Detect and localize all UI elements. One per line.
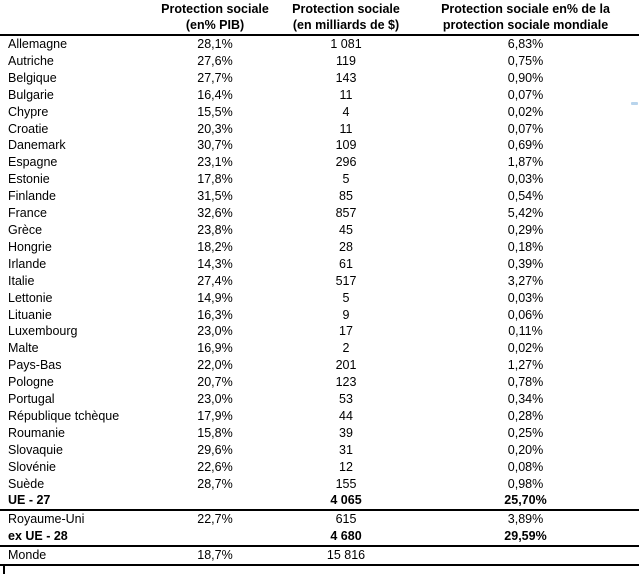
share-cell: 1,87% xyxy=(507,155,544,170)
billions-cell: 119 xyxy=(336,53,356,68)
share-cell: 0,18% xyxy=(507,239,544,254)
share-cell: 25,70% xyxy=(412,492,639,510)
share-cell: 6,83% xyxy=(507,37,544,51)
billions-cell: 5 xyxy=(342,172,350,187)
share-cell: 0,78% xyxy=(507,375,544,390)
pib-cell: 23,1% xyxy=(197,155,233,170)
share-cell: 0,28% xyxy=(507,408,544,423)
pib-cell: 14,3% xyxy=(197,256,233,271)
table-row xyxy=(0,425,639,442)
table-body xyxy=(0,35,639,565)
share-cell: 5,42% xyxy=(507,206,544,221)
share-cell: 0,75% xyxy=(507,53,544,68)
country-cell: Luxembourg xyxy=(8,324,78,339)
scrollbar-mark xyxy=(631,102,638,105)
table-row xyxy=(0,104,639,121)
share-cell: 0,20% xyxy=(507,442,544,457)
share-cell: 0,03% xyxy=(507,290,544,305)
country-cell: Roumanie xyxy=(8,425,65,440)
share-cell: 1,27% xyxy=(507,358,544,373)
table-row xyxy=(0,307,639,324)
billions-cell: 155 xyxy=(335,476,357,491)
table-row xyxy=(0,205,639,222)
billions-cell: 44 xyxy=(339,408,353,423)
country-cell: Finlande xyxy=(8,189,56,204)
table-row xyxy=(0,528,639,546)
country-cell: Belgique xyxy=(8,70,57,85)
pib-cell: 20,7% xyxy=(197,375,233,390)
share-cell: 0,39% xyxy=(507,256,544,271)
billions-cell: 4 065 xyxy=(280,492,412,510)
country-cell: Lettonie xyxy=(8,290,53,305)
table-header-row xyxy=(0,0,639,35)
country-cell: ex UE - 28 xyxy=(0,528,150,546)
pib-cell: 15,5% xyxy=(197,104,233,119)
billions-cell: 2 xyxy=(342,341,350,356)
pib-cell: 18,7% xyxy=(150,546,280,565)
share-cell: 0,08% xyxy=(507,459,544,474)
table-row xyxy=(0,408,639,425)
billions-cell: 39 xyxy=(339,425,353,440)
pib-cell: 27,4% xyxy=(197,273,233,288)
country-cell: Croatie xyxy=(8,121,49,136)
share-cell: 0,02% xyxy=(507,341,544,356)
table-row xyxy=(0,137,639,154)
country-cell: Malte xyxy=(8,341,39,356)
table-row xyxy=(0,492,639,510)
table-row xyxy=(0,256,639,273)
pib-cell: 27,7% xyxy=(197,70,233,85)
share-cell: 29,59% xyxy=(412,528,639,546)
country-cell: Estonie xyxy=(8,172,50,187)
billions-cell: 45 xyxy=(339,222,353,237)
header-pib xyxy=(150,0,280,35)
pib-cell: 15,8% xyxy=(197,425,233,440)
table-row xyxy=(0,239,639,256)
billions-cell: 28 xyxy=(339,239,353,254)
pib-cell: 28,1% xyxy=(197,37,233,51)
billions-cell: 31 xyxy=(339,442,353,457)
billions-cell: 143 xyxy=(335,70,357,85)
header-pib-line2: (en% PIB) xyxy=(185,17,245,32)
pib-cell: 22,6% xyxy=(197,459,233,474)
pib-cell: 16,3% xyxy=(197,307,233,322)
share-cell: 0,07% xyxy=(507,121,544,136)
header-billions-line1: Protection sociale xyxy=(292,2,400,16)
country-cell: Royaume-Uni xyxy=(8,512,85,527)
table-row xyxy=(0,323,639,340)
share-cell: 0,02% xyxy=(507,104,544,119)
share-cell: 0,03% xyxy=(507,172,544,187)
country-cell: Italie xyxy=(8,273,35,288)
share-cell: 3,27% xyxy=(507,273,544,288)
pib-cell: 17,9% xyxy=(197,408,233,423)
pib-cell: 28,7% xyxy=(197,476,233,491)
header-world-share-line2: protection sociale mondiale xyxy=(442,17,609,32)
billions-cell: 12 xyxy=(339,459,353,474)
country-cell: Portugal xyxy=(8,392,55,407)
country-cell: Autriche xyxy=(8,53,54,68)
country-cell: Slovénie xyxy=(8,459,56,474)
billions-cell: 615 xyxy=(335,512,357,527)
share-cell: 0,54% xyxy=(507,189,544,204)
table-row xyxy=(0,290,639,307)
share-cell xyxy=(412,546,639,565)
pib-cell: 32,6% xyxy=(197,206,233,221)
pib-cell xyxy=(150,492,280,510)
billions-cell: 11 xyxy=(339,87,353,102)
table-row xyxy=(0,510,639,528)
header-world-share xyxy=(412,0,639,35)
header-country-blank xyxy=(0,0,150,35)
billions-cell: 61 xyxy=(339,256,353,271)
table-row xyxy=(0,476,639,493)
header-pib-line1: Protection sociale xyxy=(161,2,269,16)
table-row xyxy=(0,374,639,391)
share-cell: 0,98% xyxy=(507,476,544,491)
share-cell: 0,25% xyxy=(507,425,544,440)
pib-cell: 20,3% xyxy=(197,121,233,136)
billions-cell: 5 xyxy=(342,290,350,305)
pib-cell: 23,0% xyxy=(197,324,233,339)
share-cell: 0,29% xyxy=(507,222,544,237)
table-row xyxy=(0,188,639,205)
country-cell: Danemark xyxy=(8,138,66,153)
country-cell: République tchèque xyxy=(8,408,120,423)
table-row xyxy=(0,357,639,374)
pib-cell: 31,5% xyxy=(197,189,233,204)
country-cell: France xyxy=(8,206,47,221)
pib-cell xyxy=(150,528,280,546)
country-cell: Allemagne xyxy=(8,37,68,51)
billions-cell: 296 xyxy=(335,155,357,170)
billions-cell: 85 xyxy=(339,189,353,204)
table-row xyxy=(0,154,639,171)
country-cell: Irlande xyxy=(8,256,47,271)
billions-cell: 4 xyxy=(342,104,350,119)
country-cell: Hongrie xyxy=(8,239,52,254)
table-row xyxy=(0,171,639,188)
share-cell: 3,89% xyxy=(507,512,544,527)
country-cell: Suède xyxy=(8,476,45,491)
header-world-share-line1: Protection sociale en% de la xyxy=(441,2,610,16)
table-row xyxy=(0,53,639,70)
billions-cell: 109 xyxy=(335,138,357,153)
country-cell: Slovaquie xyxy=(8,442,63,457)
country-cell: Bulgarie xyxy=(8,87,54,102)
share-cell: 0,06% xyxy=(507,307,544,322)
billions-cell: 201 xyxy=(335,358,357,373)
pib-cell: 22,7% xyxy=(197,512,233,527)
billions-cell: 15 816 xyxy=(280,546,412,565)
table-row xyxy=(0,442,639,459)
share-cell: 0,69% xyxy=(507,138,544,153)
share-cell: 0,90% xyxy=(507,70,544,85)
billions-cell: 857 xyxy=(335,206,357,221)
pib-cell: 16,9% xyxy=(197,341,233,356)
pib-cell: 27,6% xyxy=(197,53,233,68)
text-caret xyxy=(3,566,5,574)
share-cell: 0,11% xyxy=(508,324,543,339)
pib-cell: 17,8% xyxy=(197,172,233,187)
billions-cell: 1 081 xyxy=(330,37,362,51)
billions-cell: 517 xyxy=(335,273,357,288)
billions-cell: 9 xyxy=(342,307,350,322)
pib-cell: 18,2% xyxy=(197,239,233,254)
table-row xyxy=(0,459,639,476)
country-cell: Espagne xyxy=(8,155,58,170)
share-cell: 0,07% xyxy=(507,87,544,102)
billions-cell: 53 xyxy=(339,392,353,407)
pib-cell: 30,7% xyxy=(197,138,233,153)
table-row xyxy=(0,87,639,104)
header-billions xyxy=(280,0,412,35)
pib-cell: 22,0% xyxy=(197,358,233,373)
pib-cell: 29,6% xyxy=(197,442,233,457)
table-row xyxy=(0,222,639,239)
table-row xyxy=(0,70,639,87)
country-cell: Lituanie xyxy=(8,307,52,322)
share-cell: 0,34% xyxy=(507,392,544,407)
billions-cell: 17 xyxy=(339,324,353,339)
table-row xyxy=(0,121,639,138)
table-row xyxy=(0,35,639,53)
billions-cell: 123 xyxy=(335,375,357,390)
table-row xyxy=(0,391,639,408)
country-cell: Pologne xyxy=(8,375,54,390)
pib-cell: 23,0% xyxy=(197,392,233,407)
pib-cell: 16,4% xyxy=(197,87,233,102)
country-cell: Monde xyxy=(0,546,150,565)
pib-cell: 23,8% xyxy=(197,222,233,237)
billions-cell: 4 680 xyxy=(280,528,412,546)
table-row xyxy=(0,340,639,357)
pib-cell: 14,9% xyxy=(197,290,233,305)
country-cell: Pays-Bas xyxy=(8,358,62,373)
table-row xyxy=(0,273,639,290)
country-cell: Grèce xyxy=(8,222,43,237)
header-billions-line2: (en milliards de $) xyxy=(292,17,400,32)
country-cell: UE - 27 xyxy=(0,492,150,510)
country-cell: Chypre xyxy=(8,104,49,119)
billions-cell: 11 xyxy=(339,121,353,136)
table-row xyxy=(0,546,639,565)
